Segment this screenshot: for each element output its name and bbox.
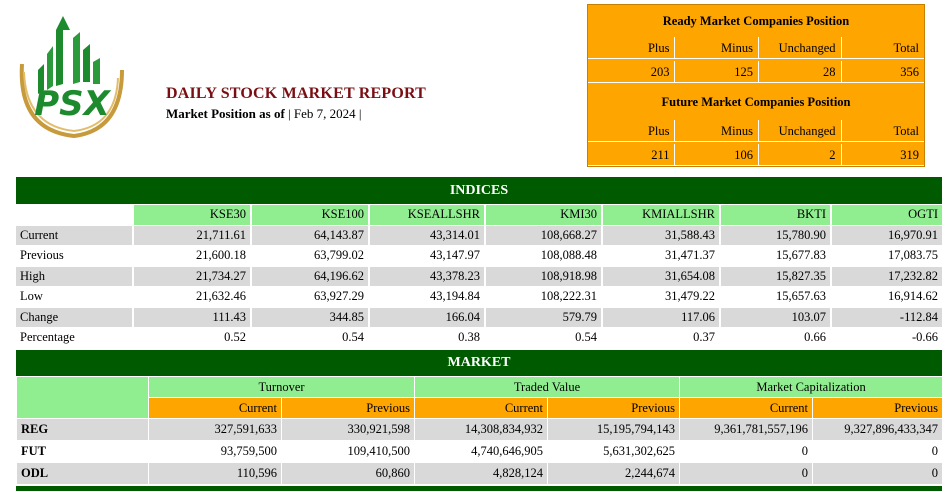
mcap-previous-header: Previous <box>813 398 943 419</box>
table-cell: 64,143.87 <box>250 226 368 246</box>
table-cell: 15,195,794,143 <box>548 419 680 441</box>
future-header-minus: Minus <box>675 120 759 142</box>
table-cell: 17,083.75 <box>830 246 942 266</box>
report-title: DAILY STOCK MARKET REPORT <box>166 85 427 102</box>
table-cell: 21,711.61 <box>132 226 250 246</box>
table-cell: 43,378.23 <box>368 267 484 287</box>
future-plus-value: 211 <box>588 144 675 166</box>
table-cell: 21,632.46 <box>132 287 250 307</box>
ready-header-total: Total <box>842 37 925 59</box>
traded-previous-header: Previous <box>548 398 680 419</box>
group-market-capitalization: Market Capitalization <box>680 377 943 398</box>
bottom-divider <box>16 486 942 491</box>
indices-row-low <box>16 287 942 307</box>
table-cell: 15,780.90 <box>719 226 830 246</box>
indices-row-previous <box>16 246 942 266</box>
row-label: ODL <box>17 463 149 485</box>
row-label: Change <box>16 308 132 328</box>
table-cell: 43,314.01 <box>368 226 484 246</box>
table-cell: 64,196.62 <box>250 267 368 287</box>
table-cell: 327,591,633 <box>149 419 282 441</box>
indices-header-row <box>16 205 942 225</box>
turnover-previous-header: Previous <box>282 398 415 419</box>
market-header-bar: MARKET <box>16 350 942 376</box>
table-cell: 21,600.18 <box>132 246 250 266</box>
table-cell: 166.04 <box>368 308 484 328</box>
future-unchanged-value: 2 <box>759 144 842 166</box>
future-total-value: 319 <box>842 144 925 166</box>
table-cell: 31,588.43 <box>601 226 719 246</box>
indices-row-high <box>16 267 942 287</box>
col-kmi30: KMI30 <box>484 205 601 225</box>
table-cell: 0 <box>813 463 943 485</box>
table-cell: 108,668.27 <box>484 226 601 246</box>
table-cell: 16,970.91 <box>830 226 942 246</box>
group-turnover: Turnover <box>149 377 415 398</box>
table-cell: 0.52 <box>132 328 250 348</box>
table-cell: 0 <box>680 441 813 463</box>
table-cell: 43,194.84 <box>368 287 484 307</box>
ready-header-unchanged: Unchanged <box>759 37 842 59</box>
table-cell: 93,759,500 <box>149 441 282 463</box>
indices-table <box>16 204 942 349</box>
table-cell: 31,654.08 <box>601 267 719 287</box>
companies-position-panel <box>587 4 925 167</box>
ready-market-header-row <box>588 37 924 59</box>
table-cell: 330,921,598 <box>282 419 415 441</box>
table-cell: -0.66 <box>830 328 942 348</box>
market-corner <box>17 377 149 419</box>
mcap-current-header: Current <box>680 398 813 419</box>
table-cell: 109,410,500 <box>282 441 415 463</box>
market-row-odl <box>17 463 943 485</box>
col-kse100: KSE100 <box>250 205 368 225</box>
report-date: | Feb 7, 2024 | <box>288 106 362 121</box>
col-bkti: BKTI <box>719 205 830 225</box>
ready-minus-value: 125 <box>675 61 759 83</box>
future-minus-value: 106 <box>675 144 759 166</box>
table-cell: 111.43 <box>132 308 250 328</box>
table-cell: 110,596 <box>149 463 282 485</box>
table-cell: 60,860 <box>282 463 415 485</box>
ready-market-title: Ready Market Companies Position <box>662 14 850 28</box>
ready-unchanged-value: 28 <box>759 61 842 83</box>
table-cell: -112.84 <box>830 308 942 328</box>
row-label: Low <box>20 289 43 304</box>
table-cell: 15,677.83 <box>719 246 830 266</box>
table-cell: 117.06 <box>601 308 719 328</box>
table-cell: 108,088.48 <box>484 246 601 266</box>
ready-market-values-row <box>588 61 924 83</box>
row-label: FUT <box>17 441 149 463</box>
table-cell: 579.79 <box>484 308 601 328</box>
table-cell: 21,734.27 <box>132 267 250 287</box>
traded-current-header: Current <box>415 398 548 419</box>
table-cell: 0.54 <box>250 328 368 348</box>
future-market-header-row <box>588 120 924 142</box>
table-cell: 4,828,124 <box>415 463 548 485</box>
table-cell: 344.85 <box>250 308 368 328</box>
indices-corner <box>16 205 132 225</box>
market-row-reg <box>17 419 943 441</box>
row-label: REG <box>17 419 149 441</box>
logo-text: PSX <box>34 84 110 124</box>
table-cell: 0.38 <box>368 328 484 348</box>
table-cell: 9,361,781,557,196 <box>680 419 813 441</box>
market-table <box>16 376 943 485</box>
future-header-total: Total <box>842 120 925 142</box>
table-cell: 14,308,834,932 <box>415 419 548 441</box>
ready-header-plus: Plus <box>588 37 675 59</box>
table-cell: 103.07 <box>719 308 830 328</box>
col-kmiallshr: KMIALLSHR <box>601 205 719 225</box>
table-cell: 15,827.35 <box>719 267 830 287</box>
group-traded-value: Traded Value <box>415 377 680 398</box>
table-cell: 5,631,302,625 <box>548 441 680 463</box>
indices-row-percentage <box>16 328 942 348</box>
future-market-values-row <box>588 144 924 166</box>
future-market-title: Future Market Companies Position <box>661 95 851 109</box>
future-header-unchanged: Unchanged <box>759 120 842 142</box>
row-label: Percentage <box>20 330 75 345</box>
table-cell: 108,222.31 <box>484 287 601 307</box>
table-cell: 0 <box>813 441 943 463</box>
report-subtitle <box>166 106 362 122</box>
turnover-current-header: Current <box>149 398 282 419</box>
col-kseallshr: KSEALLSHR <box>368 205 484 225</box>
col-ogti: OGTI <box>830 205 942 225</box>
table-cell: 16,914.62 <box>830 287 942 307</box>
table-cell: 15,657.63 <box>719 287 830 307</box>
subtitle-label: Market Position as of <box>166 106 285 121</box>
psx-logo <box>16 12 128 144</box>
table-cell: 63,799.02 <box>250 246 368 266</box>
table-cell: 9,327,896,433,347 <box>813 419 943 441</box>
table-cell: 0 <box>680 463 813 485</box>
row-label: Previous <box>20 248 64 263</box>
row-label: High <box>16 267 132 287</box>
market-group-row <box>17 377 943 398</box>
ready-total-value: 356 <box>842 61 925 83</box>
table-cell: 31,479.22 <box>601 287 719 307</box>
table-cell: 31,471.37 <box>601 246 719 266</box>
table-cell: 63,927.29 <box>250 287 368 307</box>
ready-header-minus: Minus <box>675 37 759 59</box>
table-cell: 108,918.98 <box>484 267 601 287</box>
indices-row-current <box>16 226 942 246</box>
future-header-plus: Plus <box>588 120 675 142</box>
table-cell: 0.54 <box>484 328 601 348</box>
table-cell: 43,147.97 <box>368 246 484 266</box>
indices-row-change <box>16 308 942 328</box>
col-kse30: KSE30 <box>132 205 250 225</box>
table-cell: 2,244,674 <box>548 463 680 485</box>
table-cell: 0.37 <box>601 328 719 348</box>
ready-plus-value: 203 <box>588 61 675 83</box>
row-label: Current <box>16 226 132 246</box>
table-cell: 4,740,646,905 <box>415 441 548 463</box>
table-cell: 0.66 <box>719 328 830 348</box>
indices-header-bar: INDICES <box>16 177 942 204</box>
market-subheader-row <box>17 398 943 419</box>
table-cell: 17,232.82 <box>830 267 942 287</box>
market-row-fut <box>17 441 943 463</box>
